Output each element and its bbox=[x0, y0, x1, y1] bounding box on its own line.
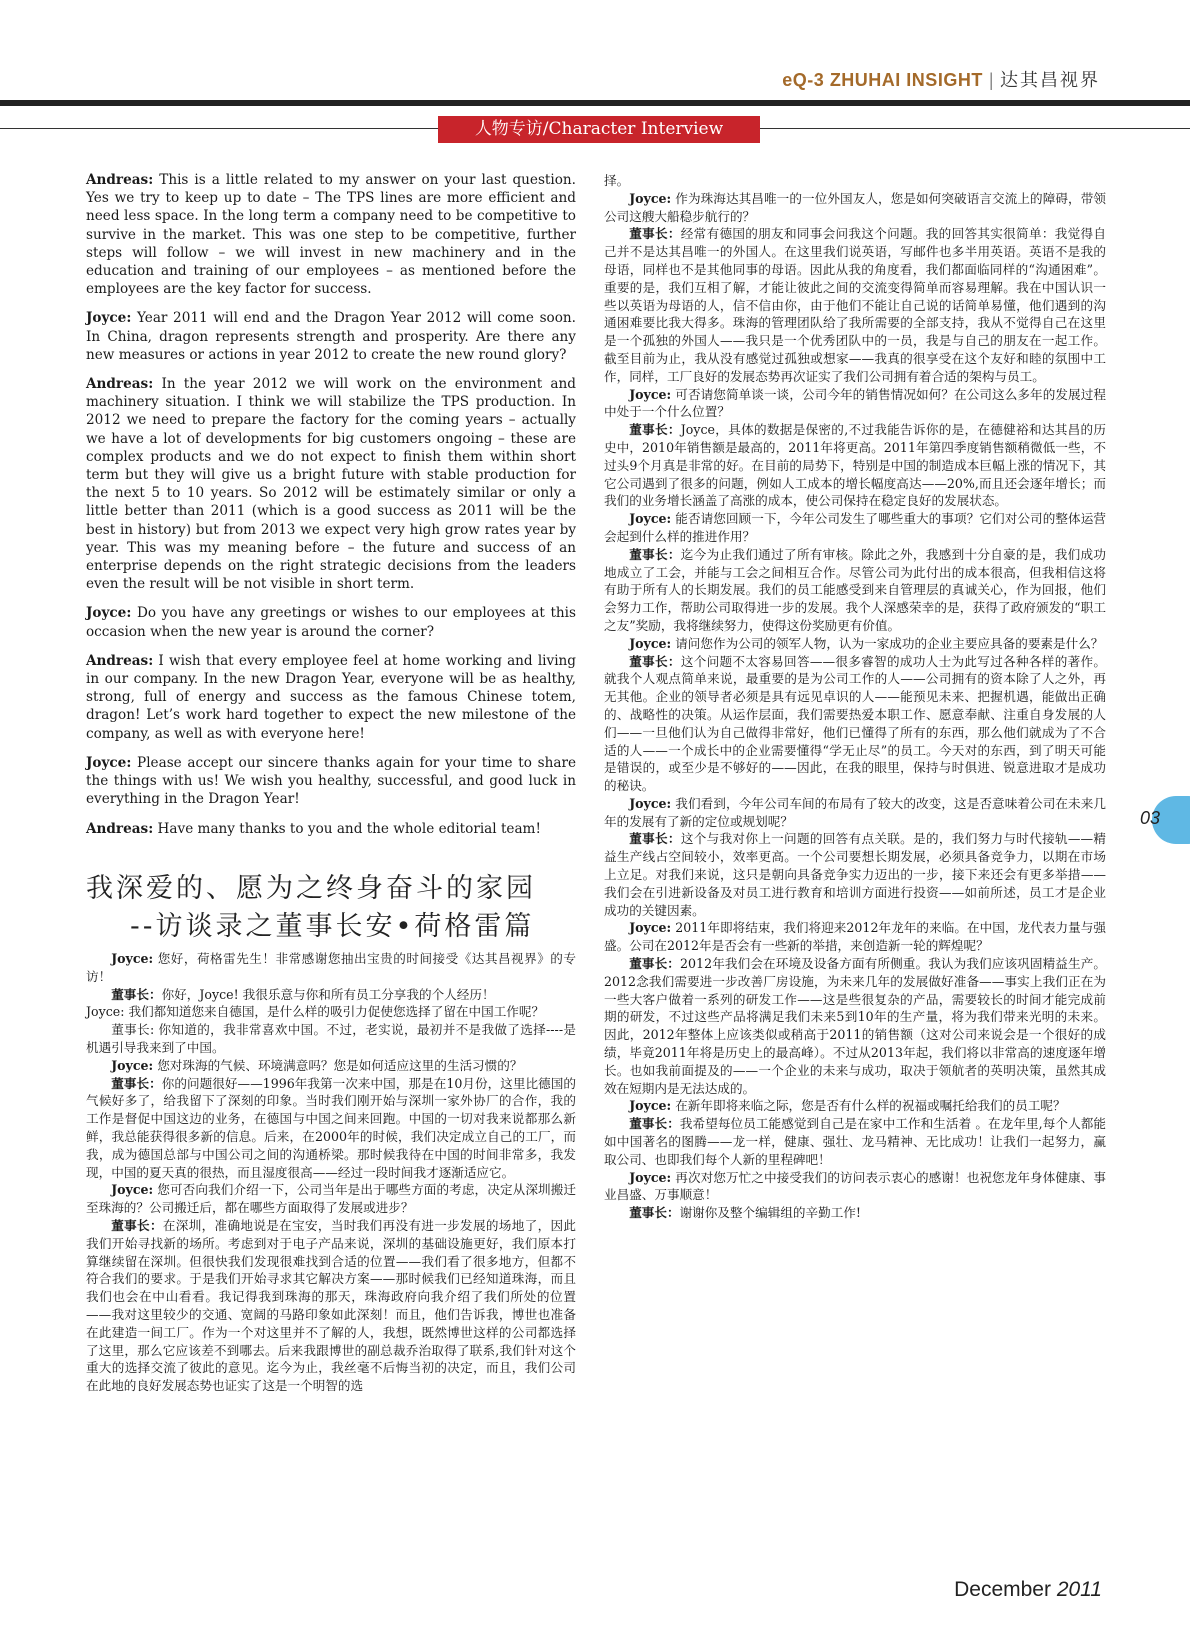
paragraph-text: Year 2011 will end and the Dragon Year 2012 will come soon. In China, dragon represents strength and prosperity. Are there any new measures or actions in year 2012 to create the new round glory? bbox=[86, 310, 576, 363]
speaker-label: 董事长： bbox=[629, 653, 681, 669]
paragraph-text: 你好，Joyce! 我很乐意与你和所有员工分享我的个人经历！ bbox=[161, 986, 495, 1002]
speaker-label: 董事长： bbox=[629, 1116, 680, 1132]
speaker-label: 董事长： bbox=[629, 422, 681, 438]
speaker-label: 董事长： bbox=[629, 831, 681, 847]
issue-month: December bbox=[954, 1578, 1051, 1601]
paragraph-text: 能否请您回顾一下，今年公司发生了哪些重大的事项？它们对公司的整体运营会起到什么样的推进作用？ bbox=[604, 511, 1106, 544]
paragraph-text: 我们看到，今年公司车间的布局有了较大的改变，这是否意味着公司在未来几年的发展有了新的定位或规划呢？ bbox=[604, 795, 1106, 829]
issue-date bbox=[954, 1578, 1102, 1602]
paragraph-text: 作为珠海达其昌唯一的一位外国友人，您是如何突破语言交流上的障碍，带领公司这艘大船稳步航行的？ bbox=[604, 190, 1106, 224]
interview-paragraph bbox=[604, 1115, 1106, 1168]
paragraph-text: 2012年我们会在环境及设备方面有所侧重。我认为我们应该巩固精益生产。2012念我们需要进一步改善厂房设施，为未来几年的发展做好准备——事实上我们正在为一些大客户做着一系列的研发工作——这是些很复杂的产品，需要较长的时间才能完成前期的研发，不过这些产品将满足我们未来5到10年的生产量，将为我们带来光明的未来。因此，2012年整体上应该类似或稍高于2011的销售额（这对公司来说会是一个很好的成绩，毕竟2011年将是历史上的最高峰）。不过从2013年起，我们将以非常高的速度逐年增长。也如我前面提及的——一个企业的未来与成功，取决于领航者的英明决策，虽然其成效在短期内是无法达成的。 bbox=[604, 956, 1107, 1096]
speaker-label: Joyce: bbox=[629, 1098, 672, 1114]
speaker-label: Joyce: bbox=[111, 1182, 154, 1198]
paragraph-text: 2011年即将结束，我们将迎来2012年龙年的来临。在中国，龙代表力量与强盛。公司在2012年是否会有一些新的举措，来创造新一轮的辉煌呢？ bbox=[604, 920, 1106, 954]
header-rule bbox=[0, 100, 1190, 106]
paragraph-text: 在深圳，准确地说是在宝安，当时我们再没有进一步发展的场地了，因此我们开始寻找新的场所。考虑到对于电子产品来说，深圳的基础设施更好，我们原本打算继续留在深圳。但很快我们发现很难找到合适的位置——我们看了很多地方，但都不符合我们的要求。于是我们开始寻求其它解决方案——那时候我们已经知道珠海，而且我们也会在中山看看。我记得我到珠海的那天，珠海政府向我介绍了我们所处的位置——我对这里较少的交通、宽阔的马路印象如此深刻！而且，他们告诉我，博世也准备在此建造一间工厂。作为一个对这里并不了解的人，我想，既然博世这样的公司都选择了这里，那么它应该差不到哪去。后来我跟博世的副总裁乔治取得了联系,我们针对这个重大的选择交流了彼此的意见。迄今为止，我丝毫不后悔当初的决定，而且，我们公司在此地的良好发展态势也证实了这是一个明智的选 bbox=[86, 1217, 577, 1394]
section-banner: 人物专访/Character Interview bbox=[438, 116, 760, 143]
paragraph-text: 我希望每位员工能感觉到自己是在家中工作和生活着 。在龙年里,每个人都能如中国著名的图腾——龙一样，健康、强壮、龙马精神、无比成功！让我们一起努力，赢取公司、也即我们每个人新的里程碑吧！ bbox=[604, 1116, 1107, 1167]
article-title-line2: --访谈录之董事长安•荷格雷篇 bbox=[130, 911, 535, 942]
speaker-label: Joyce: bbox=[86, 754, 132, 771]
interview-paragraph bbox=[86, 1075, 576, 1182]
speaker-label: 董事长： bbox=[111, 1217, 163, 1233]
speaker-label: Joyce: bbox=[629, 190, 672, 206]
interview-paragraph bbox=[86, 1021, 576, 1057]
speaker-label: Joyce: bbox=[629, 386, 672, 402]
interview-paragraph bbox=[604, 225, 1106, 385]
paragraph-text: Joyce: 我们都知道您来自德国，是什么样的吸引力促使您选择了留在中国工作呢？ bbox=[86, 1004, 545, 1020]
issue-year: 2011 bbox=[1056, 1578, 1102, 1601]
speaker-label: Andreas: bbox=[86, 820, 154, 837]
speaker-label: Joyce: bbox=[111, 951, 154, 966]
speaker-label: 董事长： bbox=[629, 1205, 680, 1221]
paragraph-text: 您对珠海的气候、环境满意吗？您是如何适应这里的生活习惯的？ bbox=[153, 1057, 523, 1073]
header-separator: | bbox=[988, 70, 994, 90]
speaker-label: Joyce: bbox=[86, 310, 132, 327]
speaker-label: Andreas: bbox=[86, 172, 154, 188]
magazine-header bbox=[782, 66, 1100, 92]
interview-paragraph bbox=[86, 652, 576, 743]
speaker-label: Joyce: bbox=[629, 920, 672, 936]
chinese-interview-left bbox=[86, 950, 576, 1395]
paragraph-text: 您好，荷格雷先生！非常感谢您抽出宝贵的时间接受《达其昌视界》的专访！ bbox=[86, 951, 576, 984]
interview-paragraph bbox=[604, 421, 1106, 510]
paragraph-text: 您可否向我们介绍一下，公司当年是出于哪些方面的考虑，决定从深圳搬迁至珠海的？公司搬迁后，都在哪些方面取得了发展或进步？ bbox=[86, 1182, 576, 1216]
interview-paragraph bbox=[604, 386, 1106, 422]
interview-paragraph bbox=[604, 653, 1106, 795]
paragraph-text: I wish that every employee feel at home working and living in our company. In the new Dragon Year, everyone will be as healthy, strong, full of energy and success as the famous Chinese totem, dragon! Let’s work hard together to expect the new milestone of the company, as well as with everyone here! bbox=[86, 652, 576, 742]
english-interview bbox=[86, 171, 576, 849]
speaker-label: Joyce: bbox=[629, 635, 672, 651]
paragraph-text: 迄今为止我们通过了所有审核。除此之外，我感到十分自豪的是，我们成功地成立了工会，并能与工会之间相互合作。尽管公司为此付出的成本很高，但我相信这将有助于所有人的长期发展。我们的员工能感受到来自管理层的真诚关心，作为回报，他们会努力工作，帮助公司取得进一步的发展。我个人深感荣幸的是，获得了政府颁发的“职工之友”奖励，我将继续努力，使得这份奖励更有价值。 bbox=[604, 546, 1107, 633]
paragraph-text: Have many thanks to you and the whole editorial team! bbox=[153, 820, 541, 837]
paragraph-text: Do you have any greetings or wishes to our employees at this occasion when the new year is around the corner? bbox=[86, 605, 576, 640]
speaker-label: 董事长： bbox=[629, 546, 681, 562]
speaker-label: Joyce: bbox=[86, 605, 132, 622]
interview-paragraph bbox=[86, 820, 576, 838]
speaker-label: Joyce: bbox=[111, 1057, 154, 1073]
interview-paragraph bbox=[86, 986, 576, 1004]
interview-paragraph bbox=[604, 830, 1106, 919]
paragraph-text: This is a little related to my answer on your last question. Yes we try to keep up to date – The TPS lines are more efficient and need less space. In the long term a company need to be competitive to survive in the market. This was one step to be competitive, further steps will follow – we will invest in new machinery and in the education and training of our employees – as mentioned before the employees are the key factor for success. bbox=[86, 172, 576, 298]
magazine-brand-cn: 达其昌视界 bbox=[1000, 70, 1100, 91]
paragraph-text: 经常有德国的朋友和同事会问我这个问题。我的回答其实很简单：我觉得自己并不是达其昌唯一的外国人。在这里我们说英语，写邮件也多半用英语。英语不是我的母语，同样也不是其他同事的母语。因此从我的角度看，我们都面临同样的“沟通困难”。重要的是，我们互相了解，才能让彼此之间的交流变得简单而容易理解。我在中国认识一些以英语为母语的人，信不信由你，由于他们不能让自己说的话简单易懂，他们遇到的沟通困难要比我大得多。珠海的管理团队给了我所需要的全部支持，我从不觉得自己在这里是一个孤独的外国人——我只是一个优秀团队中的一员，我是与自己的朋友在一起工作。截至目前为止，我从没有感觉过孤独或想家——我真的很享受在这个友好和睦的氛围中工作，同样，工厂良好的发展态势再次证实了我们公司拥有着合适的架构与员工。 bbox=[604, 226, 1107, 384]
paragraph-text: Please accept our sincere thanks again for your time to share the things with us! We wish you healthy, successful, and good luck in everything in the Dragon Year! bbox=[86, 754, 576, 808]
interview-paragraph bbox=[604, 190, 1106, 226]
interview-paragraph bbox=[86, 309, 576, 364]
interview-paragraph bbox=[86, 171, 576, 298]
speaker-label: Joyce: bbox=[629, 511, 672, 527]
article-title-line1: 我深爱的、愿为之终身奋斗的家园 bbox=[86, 873, 536, 904]
interview-paragraph bbox=[604, 919, 1106, 955]
paragraph-text: 这个问题不太容易回答——很多睿智的成功人士为此写过各种各样的著作。就我个人观点简单来说，最重要的是为公司工作的人——公司拥有的资本除了人之外，再无其他。企业的领导者必须是具有远见卓识的人——能预见未来、把握机遇，能做出正确的、战略性的决策。从运作层面，我们需要热爱本职工作、愿意奉献、注重自身发展的人们——一旦他们认为自己做得非常好，他们已懂得了所有的东西，那么他们就成为了不合适的人——一个成长中的企业需要懂得“学无止尽”的员工。今天对的东西，到了明天可能是错误的，或至少是不够好的——因此，在我的眼里，保持与时俱进、锐意进取才是成功的秘诀。 bbox=[604, 653, 1107, 794]
paragraph-text: 请问您作为公司的领军人物，认为一家成功的企业主要应具备的要素是什么？ bbox=[671, 635, 1104, 651]
speaker-label: 董事长： bbox=[111, 986, 162, 1002]
interview-paragraph bbox=[604, 635, 1106, 653]
interview-paragraph bbox=[86, 754, 576, 809]
paragraph-text: 择。 bbox=[604, 173, 630, 188]
interview-paragraph bbox=[86, 1003, 576, 1021]
speaker-label: Joyce: bbox=[629, 1169, 672, 1185]
interview-paragraph bbox=[604, 1204, 1106, 1222]
paragraph-text: 再次对您万忙之中接受我们的访问表示衷心的感谢！也祝您龙年身体健康、事业昌盛、万事顺意！ bbox=[604, 1169, 1106, 1203]
speaker-label: Joyce: bbox=[629, 795, 672, 811]
speaker-label: 董事长： bbox=[629, 956, 681, 972]
interview-paragraph bbox=[86, 1181, 576, 1217]
speaker-label: Andreas: bbox=[86, 376, 154, 393]
speaker-label: 董事长： bbox=[629, 226, 681, 242]
interview-paragraph bbox=[604, 510, 1106, 546]
paragraph-text: 董事长: 你知道的，我非常喜欢中国。不过，老实说，最初并不是我做了选择----是机遇引导我来到了中国。 bbox=[86, 1022, 576, 1055]
interview-paragraph bbox=[604, 172, 1106, 190]
interview-paragraph bbox=[604, 955, 1106, 1097]
paragraph-text: 这个与我对你上一问题的回答有点关联。是的，我们努力与时代接轨——精益生产线占空间较小，效率更高。一个公司要想长期发展，必须具备竞争力，以期在市场上立足。对我们来说，这只是朝向具备竞争实力迈出的一步，接下来还会有更多举措——我们会在引进新设备及对员工进行教育和培训方面进行投资——如前所述，员工才是企业成功的关键因素。 bbox=[604, 831, 1107, 918]
interview-paragraph bbox=[86, 375, 576, 593]
chinese-interview-right bbox=[604, 172, 1106, 1222]
paragraph-text: 在新年即将来临之际，您是否有什么样的祝福或嘱托给我们的员工呢？ bbox=[671, 1098, 1066, 1114]
page-number: 03 bbox=[1140, 808, 1161, 828]
paragraph-text: In the year 2012 we will work on the environment and machinery situation. I think we will stabilize the TPS production. In 2012 we need to prepare the factory for the coming years – actually we have a lot of developments for big customers ongoing – these are complex products and we do not expect to finish them within short term but they will give us a bright future with stable production for the next 5 to 10 years. So 2012 will be estimately similar or only a little better than 2011 (which is a good success as 2011 will be the best in history) but from 2013 we expect very high grow rates year by year. This was my meaning before – the future and success of an enterprise depends on the right strategic decisions from the leaders even the result will be not visible in short term. bbox=[86, 376, 576, 593]
interview-paragraph bbox=[604, 1169, 1106, 1205]
interview-paragraph bbox=[86, 1057, 576, 1075]
paragraph-text: Joyce，具体的数据是保密的,不过我能告诉你的是，在德健裕和达其昌的历史中，2010年销售额是最高的，2011年将更高。2011年第四季度销售额稍微低一些，不过头9个月真是非常的好。在目前的局势下，特别是中国的制造成本巨幅上涨的情况下，其它公司遇到了很多的问题，例如人工成本的增长幅度高达——20%,而且还会逐年增长；而我们的业务增长涵盖了高涨的成本，使公司保持在稳定良好的发展状态。 bbox=[604, 422, 1106, 509]
paragraph-text: 可否请您简单谈一谈，公司今年的销售情况如何？在公司这么多年的发展过程中处于一个什么位置？ bbox=[604, 386, 1106, 420]
article-title bbox=[86, 870, 586, 946]
magazine-brand: eQ-3 ZHUHAI INSIGHT bbox=[782, 70, 983, 90]
paragraph-text: 你的问题很好——1996年我第一次来中国，那是在10月份，这里比德国的气候好多了，给我留下了深刻的印象。当时我们刚开始与深圳一家外协厂的合作，我的工作是督促中国这边的业务，在德国与中国之间来回跑。中国的一切对我来说都那么新鲜，我总能获得很多新的信息。后来，在2000年的时候，我们决定成立自己的工厂，而我，成为德国总部与中国公司之间的沟通桥梁。那时候我待在中国的时间非常多，我发现，中国的夏天真的很热，而且湿度很高——经过一段时间我才逐渐适应它。 bbox=[86, 1075, 577, 1180]
interview-paragraph bbox=[604, 795, 1106, 831]
interview-paragraph bbox=[604, 1097, 1106, 1115]
speaker-label: Andreas: bbox=[86, 652, 154, 669]
interview-paragraph bbox=[86, 1217, 576, 1395]
speaker-label: 董事长： bbox=[111, 1075, 162, 1091]
interview-paragraph bbox=[604, 546, 1106, 635]
paragraph-text: 谢谢你及整个编辑组的辛勤工作! bbox=[679, 1205, 861, 1221]
interview-paragraph bbox=[86, 604, 576, 640]
interview-paragraph bbox=[86, 950, 576, 986]
